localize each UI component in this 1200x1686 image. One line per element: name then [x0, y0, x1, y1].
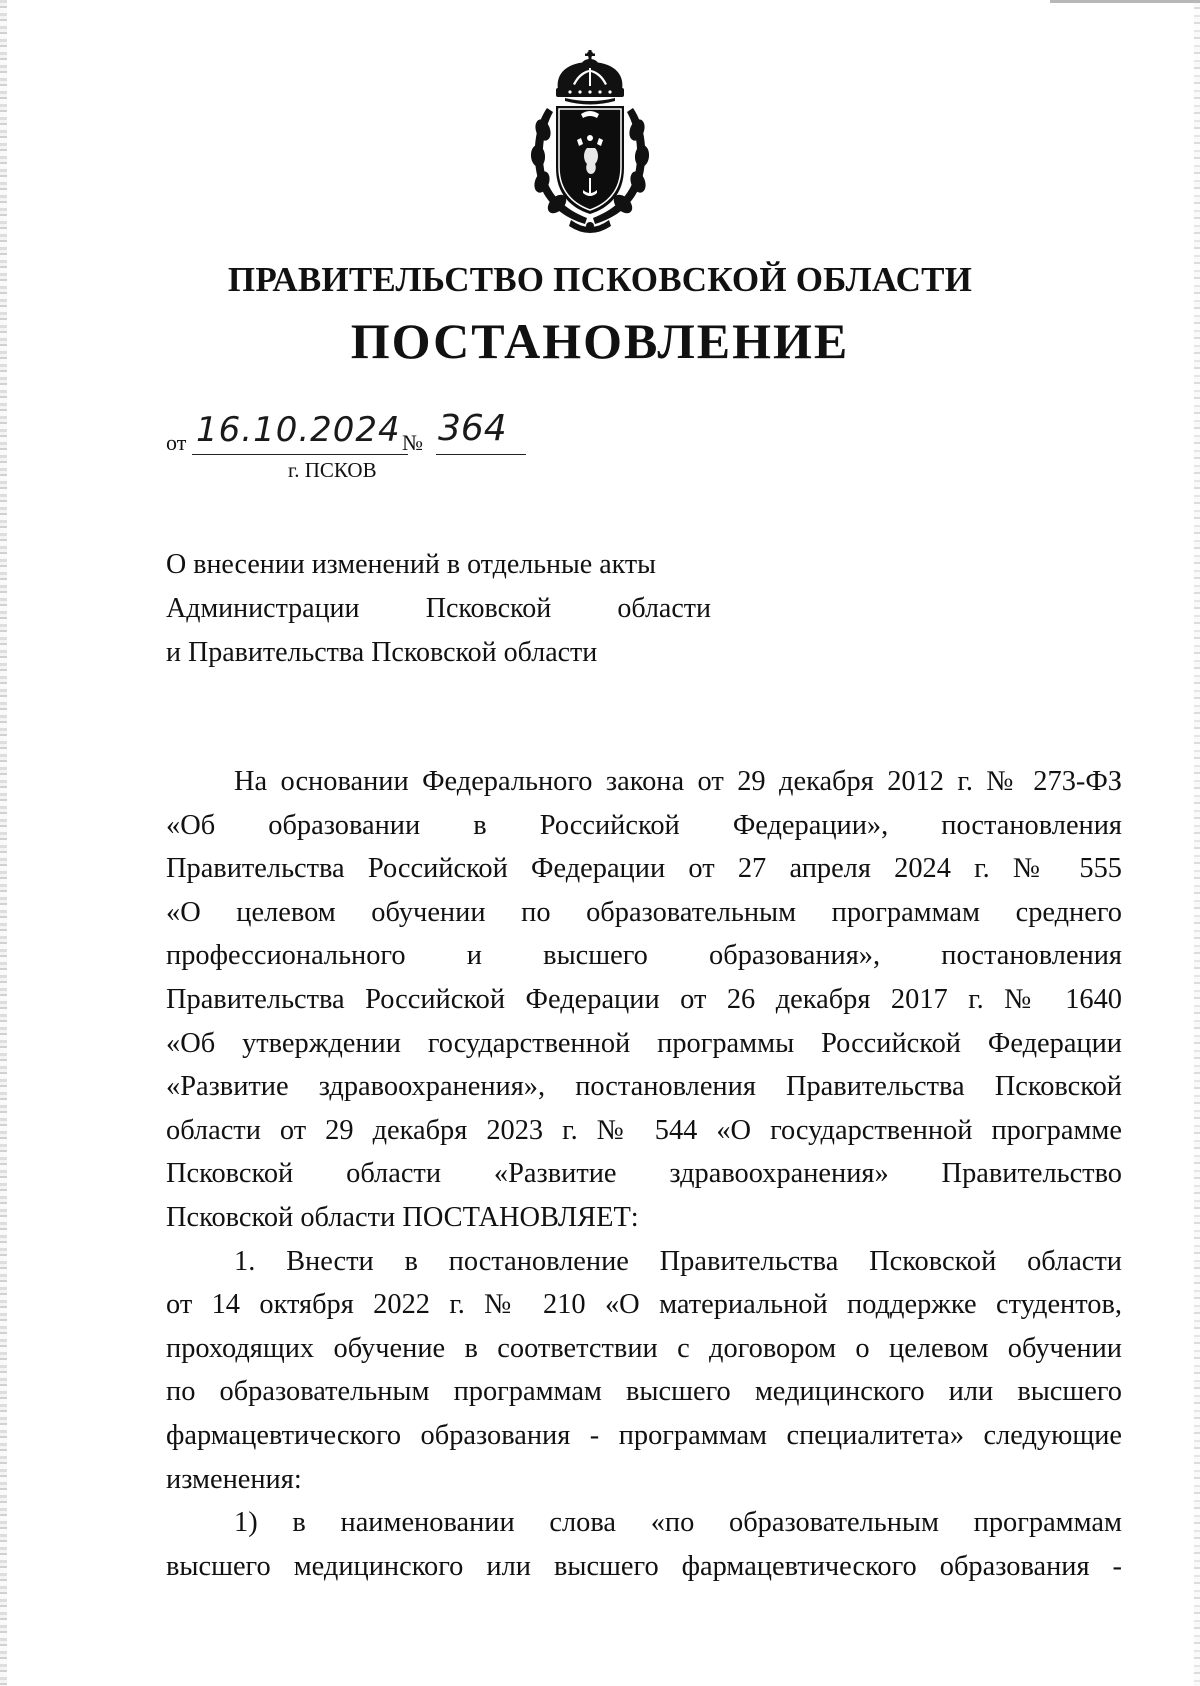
- subject-line: [166, 587, 711, 631]
- body-line: по образовательным программам высшего медицинского или высшего: [166, 1376, 1122, 1408]
- body-line: Правительства Российской Федерации от 26 декабря 2017 г. № 1640: [166, 983, 1122, 1015]
- city-label: г. ПСКОВ: [288, 458, 377, 482]
- date-field: [192, 410, 408, 455]
- body-line: высшего медицинского или высшего фармацевтического образования -: [166, 1550, 1122, 1582]
- number-field: [436, 408, 526, 455]
- body-line: фармацевтического образования - программам специалитета» следующие: [166, 1419, 1122, 1451]
- body-line: На основании Федерального закона от 29 декабря 2012 г. № 273-ФЗ: [234, 766, 1122, 797]
- number-sign: №: [402, 430, 423, 455]
- body-line: Псковской области ПОСТАНОВЛЯЕТ:: [166, 1201, 639, 1233]
- handwritten-date: 16.10.2024: [196, 410, 401, 450]
- body-line: профессионального и высшего образования», постановления: [166, 940, 1122, 972]
- body-line: Правительства Российской Федерации от 27 апреля 2024 г. № 555: [166, 853, 1122, 885]
- subject-word: Администрации: [166, 593, 360, 624]
- document-type-title: ПОСТАНОВЛЕНИЕ: [350, 313, 850, 369]
- organization-title: ПРАВИТЕЛЬСТВО ПСКОВСКОЙ ОБЛАСТИ: [227, 260, 973, 299]
- body-line: «Об образовании в Российской Федерации», постановления: [166, 809, 1122, 841]
- body-line: 1. Внести в постановление Правительства Псковской области: [234, 1245, 1122, 1277]
- scan-edge-right: [1194, 0, 1200, 1686]
- body-line: области от 29 декабря 2023 г. № 544 «О государственной программе: [166, 1114, 1122, 1146]
- body-line: 1) в наименовании слова «по образовательным программам: [234, 1507, 1122, 1539]
- body-line: проходящих обучение в соответствии с договором о целевом обучении: [166, 1332, 1122, 1364]
- date-prefix: от: [166, 430, 187, 455]
- body-line: «Об утверждении государственной программы Российской Федерации: [166, 1027, 1122, 1059]
- subject-line: О внесении изменений в отдельные акты: [166, 549, 656, 580]
- body-line: изменения:: [166, 1463, 302, 1495]
- handwritten-number: 364: [438, 408, 507, 449]
- body-line: от 14 октября 2022 г. № 210 «О материальной поддержке студентов,: [166, 1289, 1122, 1321]
- subject-word: области: [617, 593, 711, 624]
- coat-of-arms-icon: [525, 48, 655, 238]
- body-line: «О целевом обучении по образовательным программам среднего: [166, 896, 1122, 928]
- subject-line: и Правительства Псковской области: [166, 637, 598, 668]
- body-line: Псковской области «Развитие здравоохранения» Правительство: [166, 1158, 1122, 1190]
- body-line: «Развитие здравоохранения», постановления Правительства Псковской: [166, 1071, 1122, 1103]
- document-subject: [166, 543, 711, 675]
- scan-edge-left: [0, 0, 7, 1686]
- subject-word: Псковской: [425, 593, 552, 624]
- scan-edge-top: [1050, 0, 1200, 3]
- document-body: [166, 760, 1122, 1588]
- date-number-line: [166, 408, 566, 458]
